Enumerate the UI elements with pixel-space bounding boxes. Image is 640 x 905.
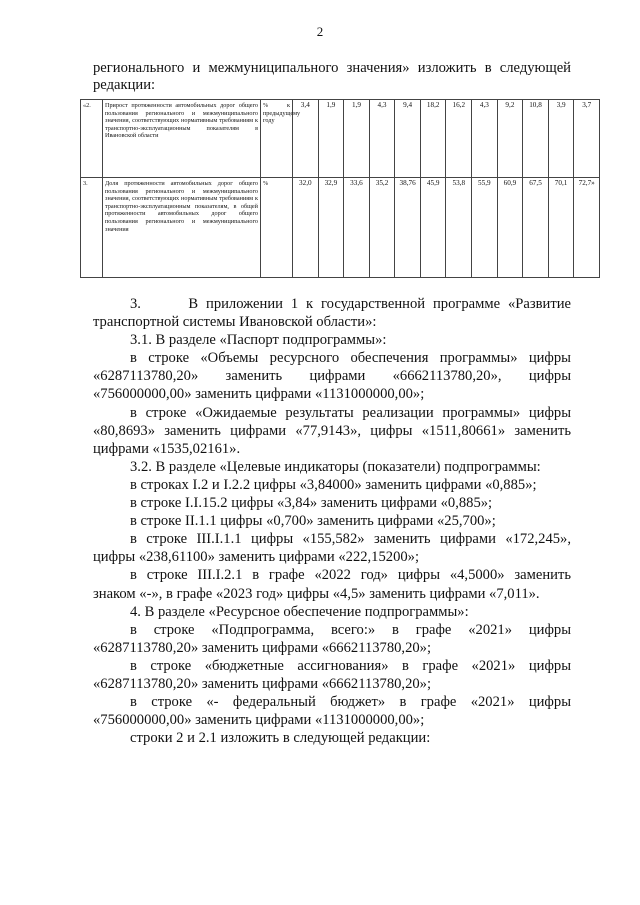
intro-line-2: редакции:	[93, 77, 156, 93]
intro-line-1: регионального и межмуниципального значения» изложить в следующей	[93, 60, 571, 76]
unit-cell: % к предыдущему году	[261, 100, 293, 178]
indicator-name-cell: Доля протяженности автомобильных дорог общего пользования регионального и межмуниципального значения, соответствующих нормативным требованиям к транспортно-эксплуатационным показателям, в общей протяженности автомобильных дорог общего пользования регионального и межмуниципального значения	[103, 178, 261, 278]
text-line: цифрами «1535,02161».	[93, 440, 241, 457]
text-line: в строке III.I.2.1 в графе «2022 год» цифры «4,5000» заменить	[130, 567, 571, 584]
page-number: 2	[316, 24, 324, 39]
text-line: «80,8693» заменить цифрами «77,9143», цифры «1511,80661» заменить	[93, 422, 571, 439]
text-line: «756000000,00» заменить цифрами «1131000000,00»;	[93, 712, 425, 729]
value-cell: 16,2	[446, 100, 472, 178]
value-cell: 1,9	[344, 100, 370, 178]
text-line: «6287113780,20» заменить цифрами «6662113780,20»;	[93, 675, 432, 692]
text-line: цифры «238,61100» заменить цифрами «222,15200»;	[93, 549, 420, 566]
text-line: строки 2 и 2.1 изложить в следующей редакции:	[130, 730, 431, 747]
table-row	[81, 178, 600, 278]
value-cell: 3,7	[574, 100, 600, 178]
value-cell: 3,4	[293, 100, 319, 178]
value-cell: 10,8	[523, 100, 549, 178]
text-line: в строке II.1.1 цифры «0,700» заменить цифрами «25,700»;	[130, 513, 496, 530]
value-cell: 70,1	[548, 178, 574, 278]
value-cell: 35,2	[369, 178, 395, 278]
text-line: транспортной системы Ивановской области»:	[93, 314, 377, 331]
value-cell: 45,9	[420, 178, 446, 278]
value-cell: 4,3	[472, 100, 498, 178]
value-cell: 32,9	[318, 178, 344, 278]
text-line: в строке «бюджетные ассигнования» в графе «2021» цифры	[130, 657, 571, 674]
text-line: знаком «-», в графе «2023 год» цифры «4,5» заменить цифрами «7,011».	[93, 585, 540, 602]
value-cell: 67,5	[523, 178, 549, 278]
indicator-name-cell: Прирост протяженности автомобильных дорог общего пользования регионального и межмуниципального значения, соответствующих нормативным требованиям к транспортно-эксплуатационным показателям в Ивановской области	[103, 100, 261, 178]
indicator-table	[80, 99, 600, 278]
amendment-text	[93, 295, 571, 747]
value-cell: 32,0	[293, 178, 319, 278]
text-line: в строке «- федеральный бюджет» в графе «2021» цифры	[130, 694, 571, 711]
text-line: 3.2. В разделе «Целевые индикаторы (показатели) подпрограммы:	[130, 458, 541, 475]
value-cell: 18,2	[420, 100, 446, 178]
value-cell: 9,2	[497, 100, 523, 178]
text-line: «6287113780,20» заменить цифрами «6662113780,20», цифры	[93, 368, 571, 385]
value-cell: 3,9	[548, 100, 574, 178]
value-cell: 72,7»	[574, 178, 600, 278]
text-line: 3. В приложении 1 к государственной программе «Развитие	[130, 296, 571, 312]
value-cell: 33,6	[344, 178, 370, 278]
text-line: 3.1. В разделе «Паспорт подпрограммы»:	[130, 332, 387, 349]
text-line: в строке III.I.1.1 цифры «155,582» заменить цифрами «172,245»,	[130, 531, 571, 548]
text-line: 4. В разделе «Ресурсное обеспечение подпрограммы»:	[130, 603, 469, 620]
text-line: в строке «Объемы ресурсного обеспечения программы» цифры	[130, 350, 571, 367]
table-row	[81, 100, 600, 178]
text-line: в строке «Подпрограмма, всего:» в графе «2021» цифры	[130, 621, 571, 638]
value-cell: 55,9	[472, 178, 498, 278]
row-number-cell: 3.	[81, 178, 103, 278]
value-cell: 4,3	[369, 100, 395, 178]
value-cell: 53,8	[446, 178, 472, 278]
value-cell: 38,76	[395, 178, 421, 278]
value-cell: 9,4	[395, 100, 421, 178]
text-line: в строках I.2 и I.2.2 цифры «3,84000» заменить цифрами «0,885»;	[130, 476, 537, 493]
text-line: в строке «Ожидаемые результаты реализации программы» цифры	[130, 404, 571, 421]
value-cell: 1,9	[318, 100, 344, 178]
value-cell: 60,9	[497, 178, 523, 278]
text-line: «6287113780,20» заменить цифрами «6662113780,20»;	[93, 639, 432, 656]
text-line: в строке I.I.15.2 цифры «3,84» заменить цифрами «0,885»;	[130, 495, 493, 512]
unit-cell: %	[261, 178, 293, 278]
text-line: «756000000,00» заменить цифрами «1131000000,00»;	[93, 386, 425, 403]
row-number-cell: «2.	[81, 100, 103, 178]
